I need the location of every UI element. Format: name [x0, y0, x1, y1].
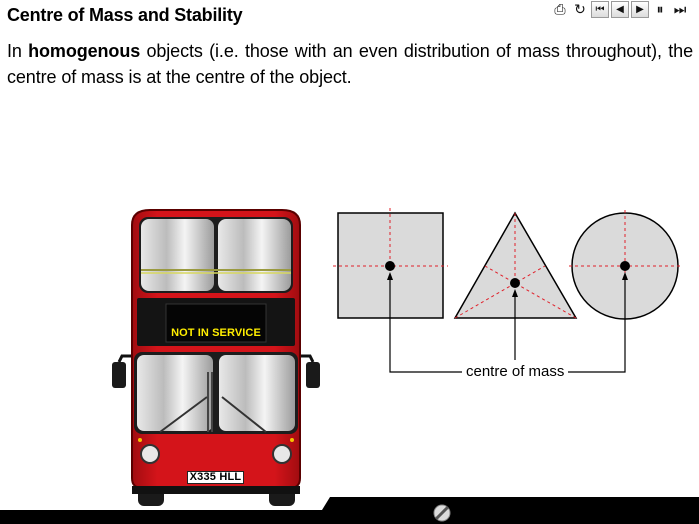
emphasis-homogenous: homogenous — [28, 41, 141, 61]
upper-left-window — [141, 219, 214, 291]
page-title: Centre of Mass and Stability — [7, 5, 243, 25]
square-centre-point — [385, 261, 395, 271]
printer-icon: ⎙ — [554, 1, 566, 18]
triangle-right-icon: ▶ — [636, 3, 644, 15]
windscreen-right — [219, 355, 295, 431]
triangle-left-icon: ◀ — [616, 3, 624, 15]
registration-plate: X335 HLL — [187, 471, 244, 484]
pencil-icon[interactable] — [434, 505, 450, 521]
left-headlight — [141, 445, 159, 463]
right-mirror — [306, 362, 320, 388]
intro-paragraph: In homogenous objects (i.e. those with an even distribution of mass throughout), the centre of mass is at the centre of the object. — [7, 41, 693, 87]
left-mirror — [112, 362, 126, 388]
skip-forward-icon: ⏭ — [673, 1, 687, 18]
circle-centre-point — [620, 261, 630, 271]
centre-of-mass-label: centre of mass — [463, 363, 567, 380]
pause-icon: ⏸ — [656, 1, 664, 18]
refresh-icon: ↻ — [574, 1, 586, 18]
destination-sign: NOT IN SERVICE — [171, 327, 261, 339]
skip-back-icon: ⏮ — [595, 3, 605, 15]
bottom-bar — [0, 497, 699, 524]
centre-of-mass-diagram — [333, 208, 681, 372]
triangle-centre-point — [510, 278, 520, 288]
bus — [112, 210, 320, 506]
upper-right-window — [218, 219, 291, 291]
right-headlight — [273, 445, 291, 463]
